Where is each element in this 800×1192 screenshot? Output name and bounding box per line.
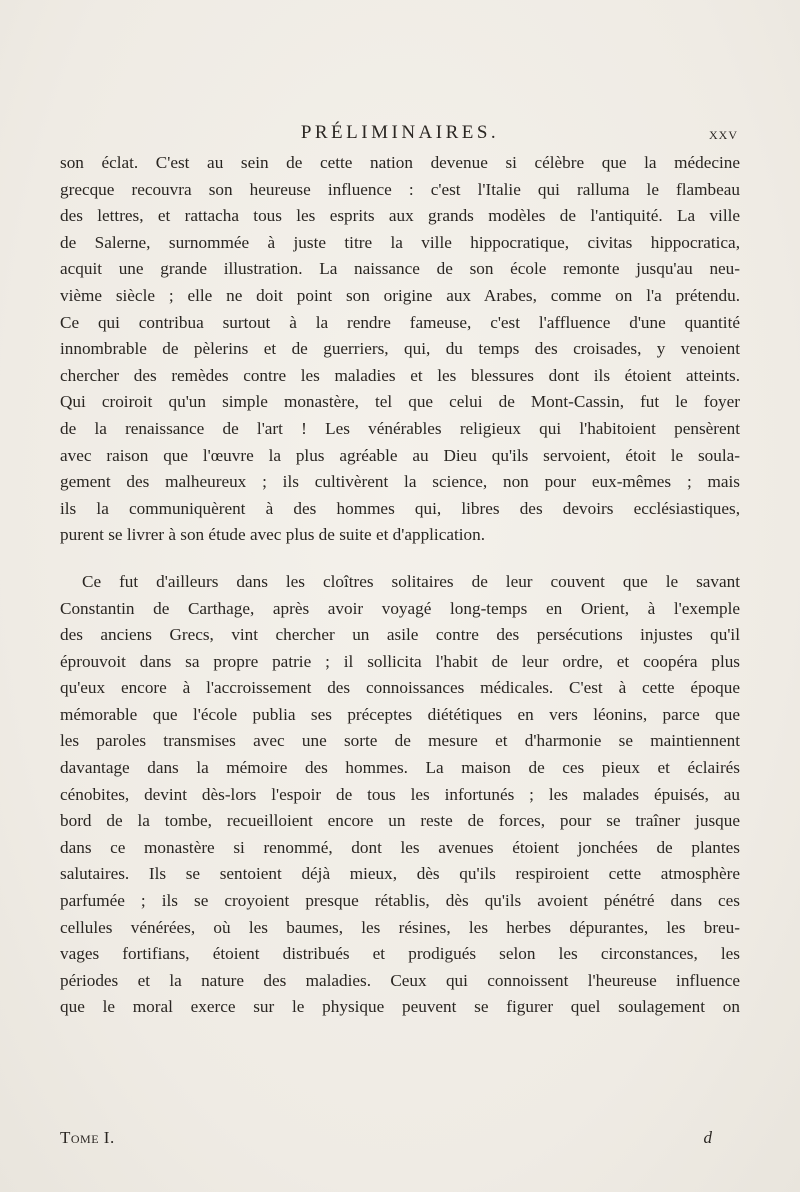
- paragraph-gap: [60, 549, 740, 569]
- text-line: de la renaissance de l'art ! Les vénérables religieux qui l'habitoient pensèrent: [60, 418, 740, 438]
- text-line: son éclat. C'est au sein de cette nation devenue si célèbre que la médecine: [60, 153, 740, 172]
- text-line: cénobites, devint dès-lors l'espoir de tous les infortunés ; les malades épuisés, au: [60, 784, 740, 804]
- text-line: vième siècle ; elle ne doit point son origine aux Arabes, comme on l'a prétendu.: [60, 285, 740, 305]
- text-line: davantage dans la mémoire des hommes. La maison de ces pieux et éclairés: [60, 758, 740, 778]
- text-line: de Salerne, surnommée à juste titre la ville hippocratique, civitas hippocratica,: [60, 232, 740, 252]
- text-line: éprouvoit dans sa propre patrie ; il sollicita l'habit de leur ordre, et coopéra plus: [60, 651, 740, 671]
- text-line: les paroles transmises avec une sorte de mesure et d'harmonie se maintiennent: [60, 731, 740, 751]
- text-line: Ce qui contribua surtout à la rendre fameuse, c'est l'affluence d'une quantité: [60, 312, 740, 332]
- text-line: mémorable que l'école publia ses préceptes diététiques en vers léonins, parce que: [60, 704, 740, 724]
- text-line: Constantin de Carthage, après avoir voyagé long-temps en Orient, à l'exemple: [60, 598, 740, 618]
- body-text: [60, 150, 740, 1021]
- text-line: vages fortifians, étoient distribués et prodigués selon les circonstances, les: [60, 944, 740, 964]
- text-line: grecque recouvra son heureuse influence : c'est l'Italie qui ralluma le flambeau: [60, 179, 740, 199]
- running-title: PRÉLIMINAIRES.: [300, 122, 500, 143]
- text-line: que le moral exerce sur le physique peuvent se figurer quel soulagement on: [60, 997, 740, 1017]
- paragraph-1: [60, 150, 740, 549]
- text-line: qu'eux encore à l'accroissement des connoissances médicales. C'est à cette époque: [60, 678, 740, 698]
- text-line: périodes et la nature des maladies. Ceux qui connoissent l'heureuse influence: [60, 970, 740, 990]
- text-line: salutaires. Ils se sentoient déjà mieux, dès qu'ils respiroient cette atmosphère: [60, 864, 740, 884]
- text-line: gement des malheureux ; ils cultivèrent la science, non pour eux-mêmes ; mais: [60, 472, 740, 492]
- text-line: Ce fut d'ailleurs dans les cloîtres solitaires de leur couvent que le savant: [82, 571, 740, 591]
- text-line: ils la communiquèrent à des hommes qui, libres des devoirs ecclésiastiques,: [60, 498, 740, 518]
- text-line: bord de la tombe, recueilloient encore un reste de forces, pour se traîner jusque: [60, 811, 740, 831]
- paragraph-2: [60, 569, 740, 1021]
- page-number: XXV: [709, 128, 738, 142]
- text-line: dans ce monastère si renommé, dont les avenues étoient jonchées de plantes: [60, 837, 740, 857]
- text-line: purent se livrer à son étude avec plus de suite et d'application.: [60, 525, 486, 545]
- text-line: des anciens Grecs, vint chercher un asile contre des persécutions injustes qu'il: [60, 625, 740, 645]
- page-header: [60, 118, 740, 148]
- text-line: Qui croiroit qu'un simple monastère, tel que celui de Mont-Cassin, fut le foyer: [60, 392, 740, 412]
- page-footer: [60, 1128, 740, 1158]
- text-line: chercher des remèdes contre les maladies et les blessures dont ils étoient atteints.: [60, 365, 740, 385]
- text-line: acquit une grande illustration. La naissance de son école remonte jusqu'au neu-: [60, 259, 740, 279]
- text-line: parfumée ; ils se croyoient presque rétablis, dès qu'ils avoient pénétré dans ces: [60, 891, 740, 911]
- volume-label: Tome I.: [60, 1128, 115, 1147]
- text-line: des lettres, et rattacha tous les esprits aux grands modèles de l'antiquité. La ville: [60, 206, 740, 226]
- text-line: innombrable de pèlerins et de guerriers, qui, du temps des croisades, y venoient: [60, 339, 740, 359]
- text-line: avec raison que l'œuvre la plus agréable au Dieu qu'ils servoient, étoit le soula-: [60, 445, 740, 465]
- text-line: cellules vénérées, où les baumes, les résines, les herbes dépurantes, les breu-: [60, 917, 740, 937]
- signature-mark: d: [703, 1128, 712, 1147]
